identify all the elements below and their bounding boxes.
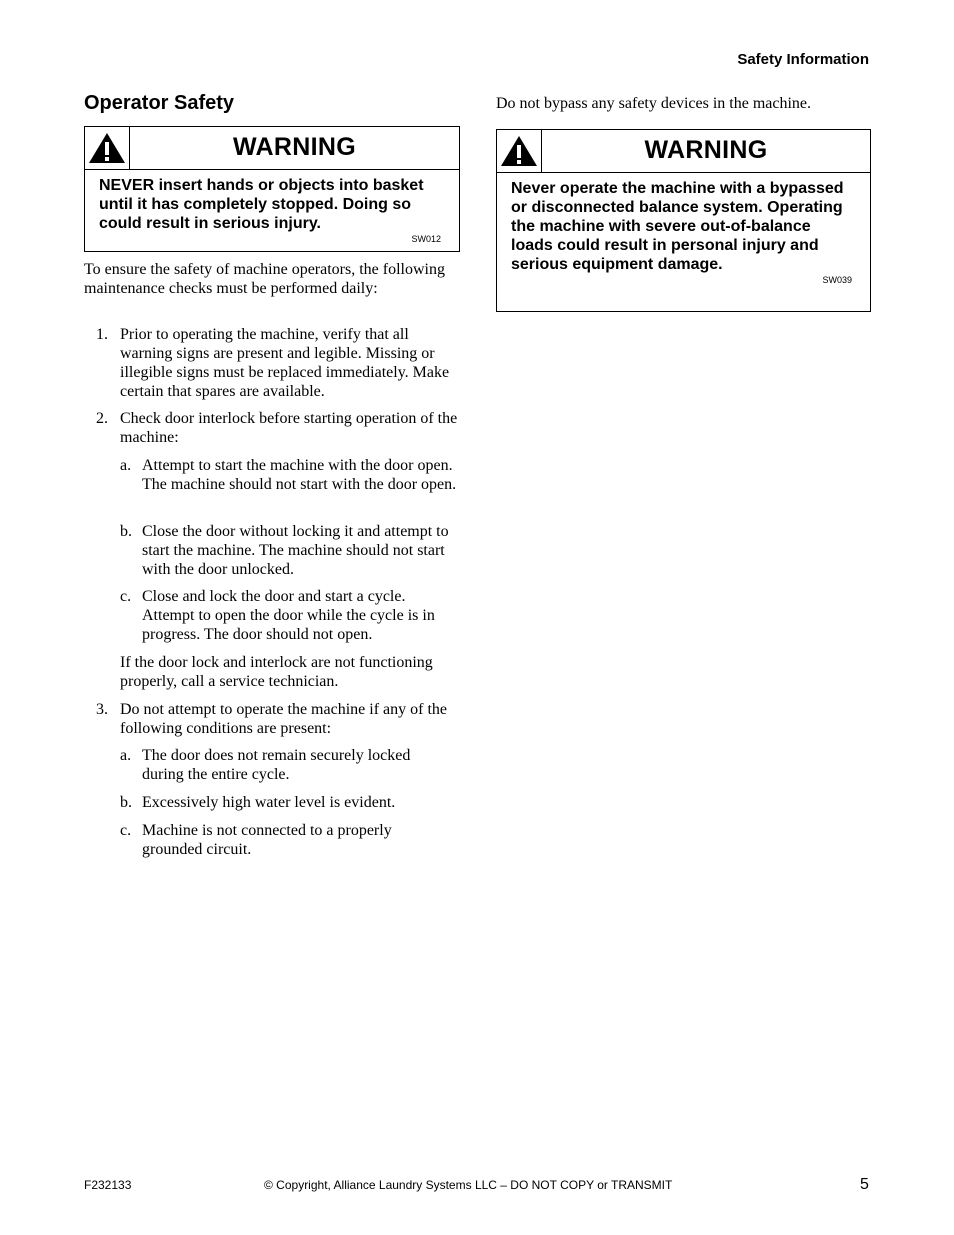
- warning-text: NEVER insert hands or objects into basket until it has completely stopped. Doing so could result in serious injury.: [99, 177, 424, 232]
- warning-box-sw039: [496, 129, 871, 312]
- warning-heading: WARNING: [644, 136, 768, 164]
- warning-header: [85, 127, 459, 170]
- list-number: 3.: [96, 701, 108, 718]
- sub-number: b.: [120, 794, 132, 811]
- warning-code: SW039: [822, 275, 852, 285]
- warning-heading: WARNING: [233, 133, 356, 161]
- doc-number: F232133: [84, 1178, 132, 1192]
- list-text: Do not attempt to operate the machine if any of the following conditions are present:: [120, 701, 447, 737]
- warning-box-sw012: [84, 126, 460, 252]
- warning-header: [497, 130, 870, 173]
- warning-triangle-icon: [497, 130, 542, 172]
- sub-number: c.: [120, 822, 132, 839]
- warning-triangle-icon: [85, 127, 130, 169]
- followup-text: If the door lock and interlock are not functioning properly, call a service technician.: [120, 654, 433, 690]
- warning-code: SW012: [411, 234, 441, 244]
- sub-number: c.: [120, 588, 132, 605]
- list-number: 1.: [96, 326, 108, 343]
- right-intro: Do not bypass any safety devices in the machine.: [496, 95, 812, 112]
- warning-text: Never operate the machine with a bypassed or disconnected balance system. Operating the machine with severe out-of-balance loads could result in personal injury and serious equipment damage.: [511, 180, 844, 273]
- sub-text: Close and lock the door and start a cycle. Attempt to open the door while the cycle is in progress. The door should not open.: [142, 588, 435, 643]
- sub-number: b.: [120, 523, 132, 540]
- section-title: Operator Safety: [84, 92, 235, 114]
- running-head: Safety Information: [737, 51, 869, 68]
- list-text: Prior to operating the machine, verify that all warning signs are present and legible. Missing or illegible signs must be replaced immediately. Make certain that spares are available.: [120, 326, 450, 400]
- sub-number: a.: [120, 747, 132, 764]
- list-number: 2.: [96, 410, 108, 427]
- intro-text: To ensure the safety of machine operators, the following maintenance checks must be performed daily:: [84, 261, 445, 297]
- sub-text: Machine is not connected to a properly grounded circuit.: [142, 822, 392, 858]
- sub-text: Excessively high water level is evident.: [142, 794, 396, 811]
- copyright-notice: © Copyright, Alliance Laundry Systems LLC – DO NOT COPY or TRANSMIT: [264, 1178, 673, 1192]
- intro-paragraph: [84, 260, 460, 298]
- sub-text: Attempt to start the machine with the door open. The machine should not start with the door open.: [142, 457, 457, 493]
- sub-number: a.: [120, 457, 132, 474]
- list-text: Check door interlock before starting operation of the machine:: [120, 410, 458, 446]
- sub-text: The door does not remain securely locked during the entire cycle.: [142, 747, 411, 783]
- sub-text: Close the door without locking it and attempt to start the machine. The machine should not start with the door unlocked.: [142, 523, 449, 578]
- page-number: 5: [860, 1176, 869, 1193]
